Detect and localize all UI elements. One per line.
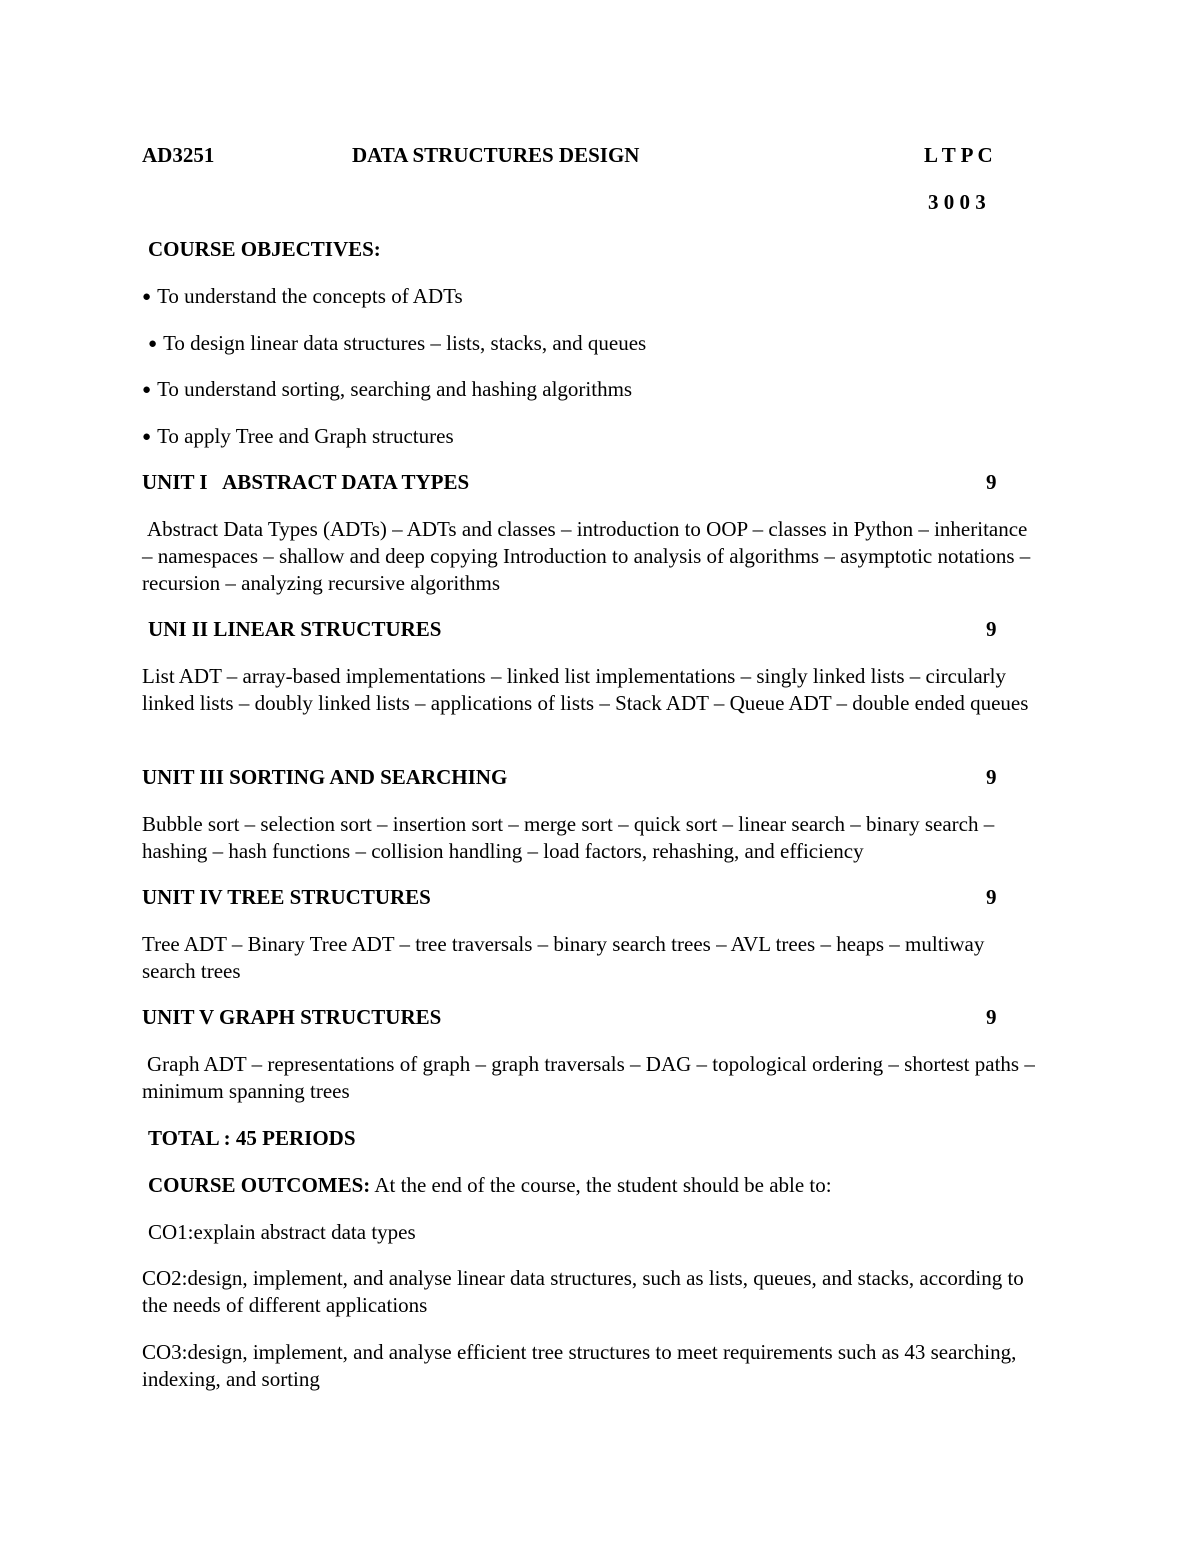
- outcomes-intro: At the end of the course, the student should be able to:: [370, 1173, 832, 1197]
- outcomes-line: [148, 1172, 832, 1199]
- unit-hours: 9: [986, 617, 997, 641]
- unit-title: UNIT I ABSTRACT DATA TYPES: [142, 470, 470, 494]
- outcomes-heading: COURSE OUTCOMES:: [148, 1173, 371, 1197]
- objectives-heading: COURSE OBJECTIVES:: [148, 237, 381, 261]
- ltpc-label: L T P C: [924, 143, 993, 167]
- bullet-icon: ●: [142, 429, 152, 445]
- unit-content: Tree ADT – Binary Tree ADT – tree traversals – binary search trees – AVL trees – heaps – multiway search trees: [142, 932, 985, 983]
- unit-title: UNI II LINEAR STRUCTURES: [148, 617, 442, 641]
- unit-content: Bubble sort – selection sort – insertion sort – merge sort – quick sort – linear search – binary search – hashing – hash functions – collision handling – load factors, rehashing, and efficiency: [142, 812, 995, 863]
- unit-content: Abstract Data Types (ADTs) – ADTs and classes – introduction to OOP – classes in Python – inheritance – namespaces – shallow and deep copying Introduction to analysis of algorithms – asymptotic notations – recursion – analyzing recursive algorithms: [142, 517, 1031, 595]
- outcome-item: CO2:design, implement, and analyse linear data structures, such as lists, queues, and stacks, according to the needs of different applications: [142, 1266, 1024, 1317]
- ltpc-values: 3 0 0 3: [928, 190, 986, 214]
- course-title: DATA STRUCTURES DESIGN: [352, 143, 640, 167]
- unit-hours: 9: [986, 1005, 997, 1029]
- course-code: AD3251: [142, 143, 215, 167]
- objective-item: ● To design linear data structures – lists, stacks, and queues: [148, 330, 646, 358]
- unit-hours: 9: [986, 470, 997, 494]
- objective-item: ● To understand the concepts of ADTs: [142, 283, 463, 311]
- objective-item: ● To understand sorting, searching and hashing algorithms: [142, 376, 632, 404]
- unit-content: Graph ADT – representations of graph – graph traversals – DAG – topological ordering – shortest paths – minimum spanning trees: [142, 1052, 1035, 1103]
- unit-hours: 9: [986, 885, 997, 909]
- bullet-icon: ●: [142, 289, 152, 305]
- unit-title: UNIT V GRAPH STRUCTURES: [142, 1005, 442, 1029]
- unit-title: UNIT IV TREE STRUCTURES: [142, 885, 431, 909]
- unit-title: UNIT III SORTING AND SEARCHING: [142, 765, 508, 789]
- bullet-icon: ●: [142, 382, 152, 398]
- unit-hours: 9: [986, 765, 997, 789]
- objective-item: ● To apply Tree and Graph structures: [142, 423, 454, 451]
- bullet-icon: ●: [148, 336, 158, 352]
- total-periods: TOTAL : 45 PERIODS: [148, 1126, 356, 1150]
- outcome-item: CO1:explain abstract data types: [148, 1220, 416, 1244]
- outcome-item: CO3:design, implement, and analyse efficient tree structures to meet requirements such as 43 searching, indexing, and sorting: [142, 1340, 1017, 1391]
- unit-content: List ADT – array-based implementations – linked list implementations – singly linked lists – circularly linked lists – doubly linked lists – applications of lists – Stack ADT – Queue ADT – double ended queues: [142, 664, 1029, 715]
